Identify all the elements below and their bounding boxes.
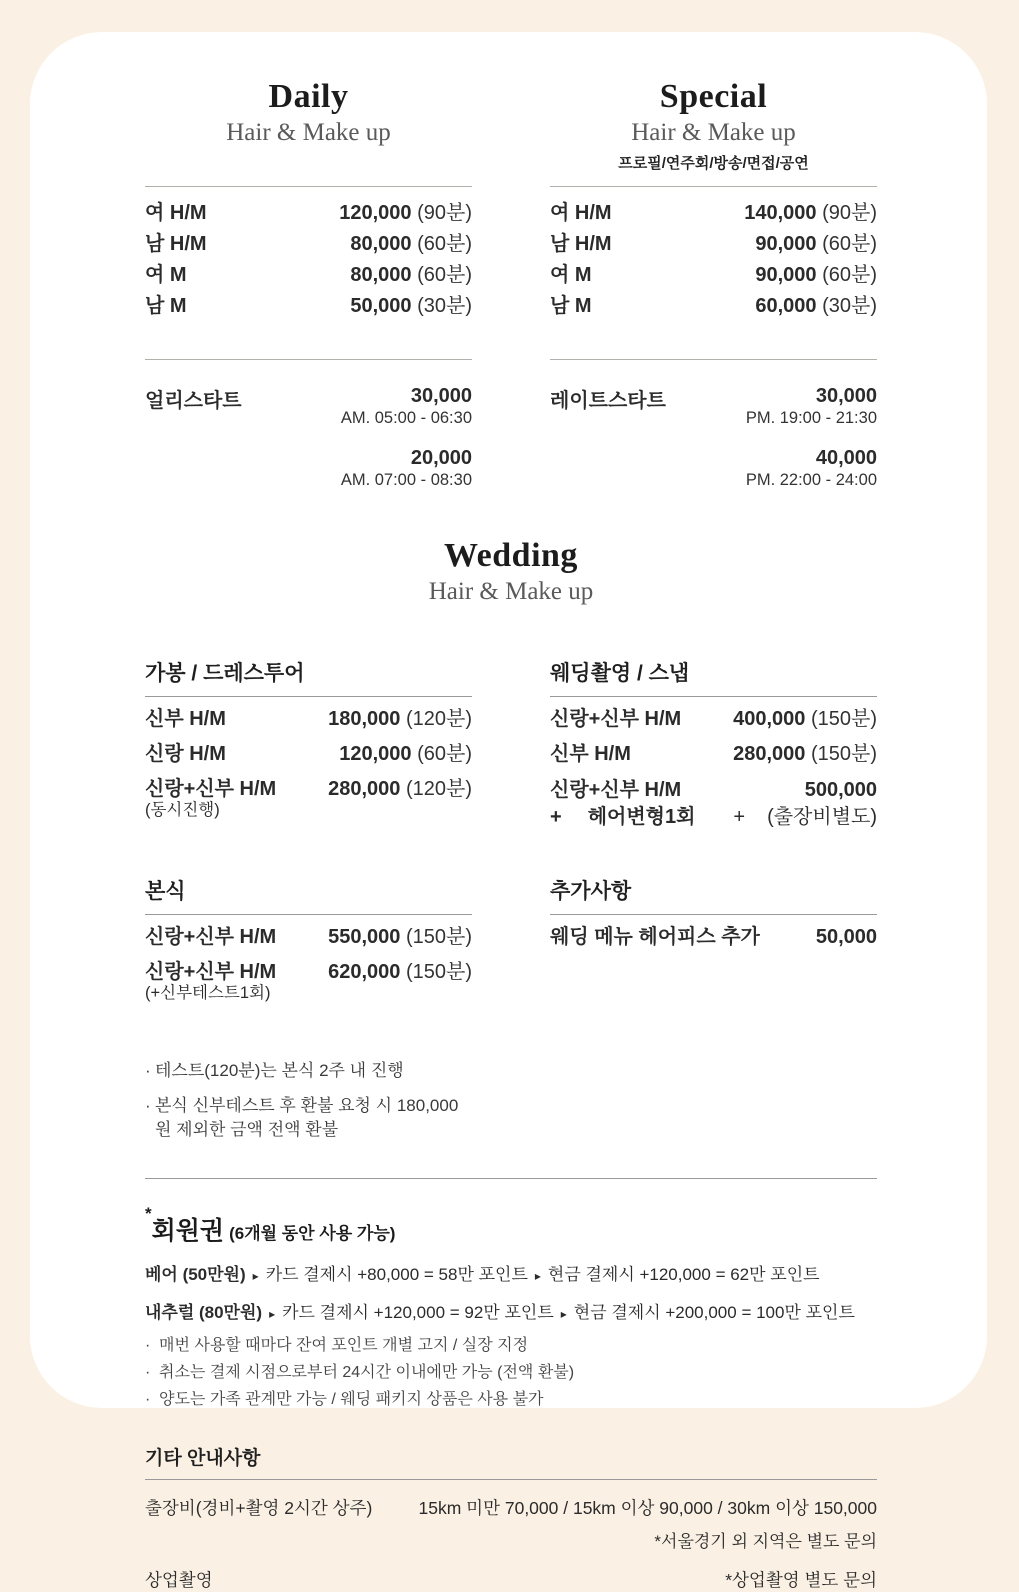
membership-note: · 취소는 결제 시점으로부터 24시간 이내에만 가능 (전액 환불) <box>145 1359 877 1386</box>
wedding-subtitle: Hair & Make up <box>428 578 594 605</box>
bullet: · <box>145 1364 151 1381</box>
table-row: 신부 H/M 280,000 (150분) <box>550 743 877 765</box>
row-label: 남 M <box>145 295 187 317</box>
wedding-grid <box>145 657 877 1142</box>
table-row: 웨딩 메뉴 헤어피스 추가 50,000 <box>550 926 877 948</box>
travel-fee-note: *서울경기 외 지역은 별도 문의 <box>654 1532 877 1551</box>
daily-title: Daily <box>268 78 349 115</box>
row-label: 여 M <box>550 264 592 286</box>
membership-note: · 매번 사용할 때마다 잔여 포인트 개별 고지 / 실장 지정 <box>145 1332 877 1359</box>
daily-section <box>145 78 472 490</box>
row-label: 여 M <box>145 264 187 286</box>
daily-price-table <box>145 186 472 322</box>
membership-subtitle: (6개월 동안 사용 가능) <box>229 1224 396 1243</box>
addon-heading: 추가사항 <box>550 875 877 915</box>
membership-title: 회원권 <box>151 1217 225 1245</box>
late-start-block <box>550 359 877 490</box>
ceremony-section <box>145 875 472 1002</box>
fitting-heading: 가봉 / 드레스투어 <box>145 657 472 697</box>
travel-fee-label: 출장비(경비+촬영 2시간 상주) <box>145 1498 373 1518</box>
ceremony-heading: 본식 <box>145 875 472 915</box>
membership-heading <box>145 1204 877 1247</box>
price-menu-card <box>30 32 987 1590</box>
row-price: 60,000 (30분) <box>755 295 877 317</box>
daily-special-grid <box>145 78 877 490</box>
special-tagline: 프로필/연주회/방송/면접/공연 <box>618 155 809 172</box>
special-section <box>550 78 877 490</box>
other-info-heading: 기타 안내사항 <box>145 1443 877 1480</box>
fitting-section <box>145 657 472 831</box>
row-price: 140,000 (90분) <box>744 202 877 224</box>
special-title: Special <box>659 78 768 115</box>
special-subtitle: Hair & Make up <box>631 119 796 146</box>
table-row: 신랑 H/M 120,000 (60분) <box>145 743 472 765</box>
row-price: 50,000 (30분) <box>350 295 472 317</box>
row-sublabel: (동시진행) <box>145 801 220 819</box>
membership-note: · 양도는 가족 관계만 가능 / 웨딩 패키지 상품은 사용 불가 <box>145 1386 877 1413</box>
table-row <box>145 229 472 260</box>
late-start-row <box>550 384 877 428</box>
commercial-row <box>145 1567 877 1592</box>
travel-fee-row <box>145 1495 877 1520</box>
row-price: 90,000 (60분) <box>755 264 877 286</box>
section-divider <box>145 1178 877 1179</box>
membership-plan: 내추럴 (80만원) ▸ 카드 결제시 +120,000 = 92만 포인트 ▸ 현금 결제시 +200,000 = 100만 포인트 <box>145 1303 855 1322</box>
shoot-heading: 웨딩촬영 / 스냅 <box>550 657 877 697</box>
note-item: · 테스트(120분)는 본식 2주 내 진행 <box>145 1059 472 1083</box>
row-price: 80,000 (60분) <box>350 264 472 286</box>
table-row: 신랑+신부 H/M 400,000 (150분) <box>550 708 877 730</box>
bullet: · <box>145 1337 151 1354</box>
arrow-icon: ▸ <box>252 1269 259 1283</box>
special-price-table <box>550 186 877 322</box>
plus-sign: + <box>550 806 562 828</box>
late-start-time-1: PM. 19:00 - 21:30 <box>745 409 877 427</box>
bullet: · <box>145 1096 151 1115</box>
early-start-label: 얼리스타트 <box>145 390 242 412</box>
membership-section <box>145 1204 877 1413</box>
travel-fee-value: 15km 미만 70,000 / 15km 이상 90,000 / 30km 이상 150,000 <box>418 1498 877 1518</box>
table-row <box>145 291 472 322</box>
early-start-time-2: AM. 07:00 - 08:30 <box>340 471 472 489</box>
late-start-price-1: 30,000 PM. 19:00 - 21:30 <box>745 385 877 427</box>
special-header <box>550 78 877 186</box>
commercial-note: *상업촬영 별도 문의 <box>725 1570 877 1590</box>
table-row: 신랑+신부 H/M 550,000 (150분) <box>145 926 472 948</box>
early-start-time-1: AM. 05:00 - 06:30 <box>340 409 472 427</box>
table-row: 신랑+신부 H/M 620,000 (150분) <box>145 961 472 983</box>
other-info-section <box>145 1443 877 1592</box>
bullet: · <box>145 1391 151 1408</box>
row-label: 여 H/M <box>145 202 207 224</box>
table-row: 신부 H/M 180,000 (120분) <box>145 708 472 730</box>
plus-sign: + <box>733 806 746 828</box>
table-row <box>550 198 877 229</box>
row-label: 여 H/M <box>550 202 612 224</box>
table-row: 신랑+신부 H/M 280,000 (120분) <box>145 778 472 800</box>
late-start-label: 레이트스타트 <box>550 390 666 412</box>
table-row-combo: 신랑+신부 H/M + 헤어변형1회 500,000 + (출장비별도) <box>550 777 877 831</box>
arrow-icon: ▸ <box>269 1307 276 1321</box>
arrow-icon: ▸ <box>560 1307 567 1321</box>
early-start-price-1: 30,000 AM. 05:00 - 06:30 <box>340 385 472 427</box>
asterisk: * <box>145 1204 152 1223</box>
table-row <box>550 291 877 322</box>
early-start-row <box>145 384 472 428</box>
early-start-block <box>145 359 472 490</box>
commercial-label: 상업촬영 <box>145 1570 213 1590</box>
row-sublabel: (+신부테스트1회) <box>145 984 271 1002</box>
row-price: 90,000 (60분) <box>755 233 877 255</box>
row-price: 120,000 (90분) <box>339 202 472 224</box>
late-start-price-2: 40,000 PM. 22:00 - 24:00 <box>550 446 877 490</box>
row-label: 남 H/M <box>145 233 207 255</box>
row-label: 남 H/M <box>550 233 612 255</box>
late-start-time-2: PM. 22:00 - 24:00 <box>745 471 877 489</box>
daily-header <box>145 78 472 186</box>
wedding-header <box>145 537 877 606</box>
membership-plan: 베어 (50만원) ▸ 카드 결제시 +80,000 = 58만 포인트 ▸ 현금 결제시 +120,000 = 62만 포인트 <box>145 1265 820 1284</box>
table-row <box>145 260 472 291</box>
shoot-section <box>550 657 877 831</box>
bullet: · <box>145 1061 151 1080</box>
ceremony-notes <box>145 1046 472 1142</box>
note-item: · 본식 신부테스트 후 환불 요청 시 180,000원 제외한 금액 전액 환불 <box>145 1094 472 1142</box>
table-row <box>550 229 877 260</box>
table-row <box>145 198 472 229</box>
wedding-title: Wedding <box>444 537 578 574</box>
addon-section <box>550 875 877 1002</box>
table-row <box>550 260 877 291</box>
row-label: 남 M <box>550 295 592 317</box>
daily-subtitle: Hair & Make up <box>226 119 391 146</box>
row-price: 80,000 (60분) <box>350 233 472 255</box>
early-start-price-2: 20,000 AM. 07:00 - 08:30 <box>145 446 472 490</box>
arrow-icon: ▸ <box>534 1269 541 1283</box>
